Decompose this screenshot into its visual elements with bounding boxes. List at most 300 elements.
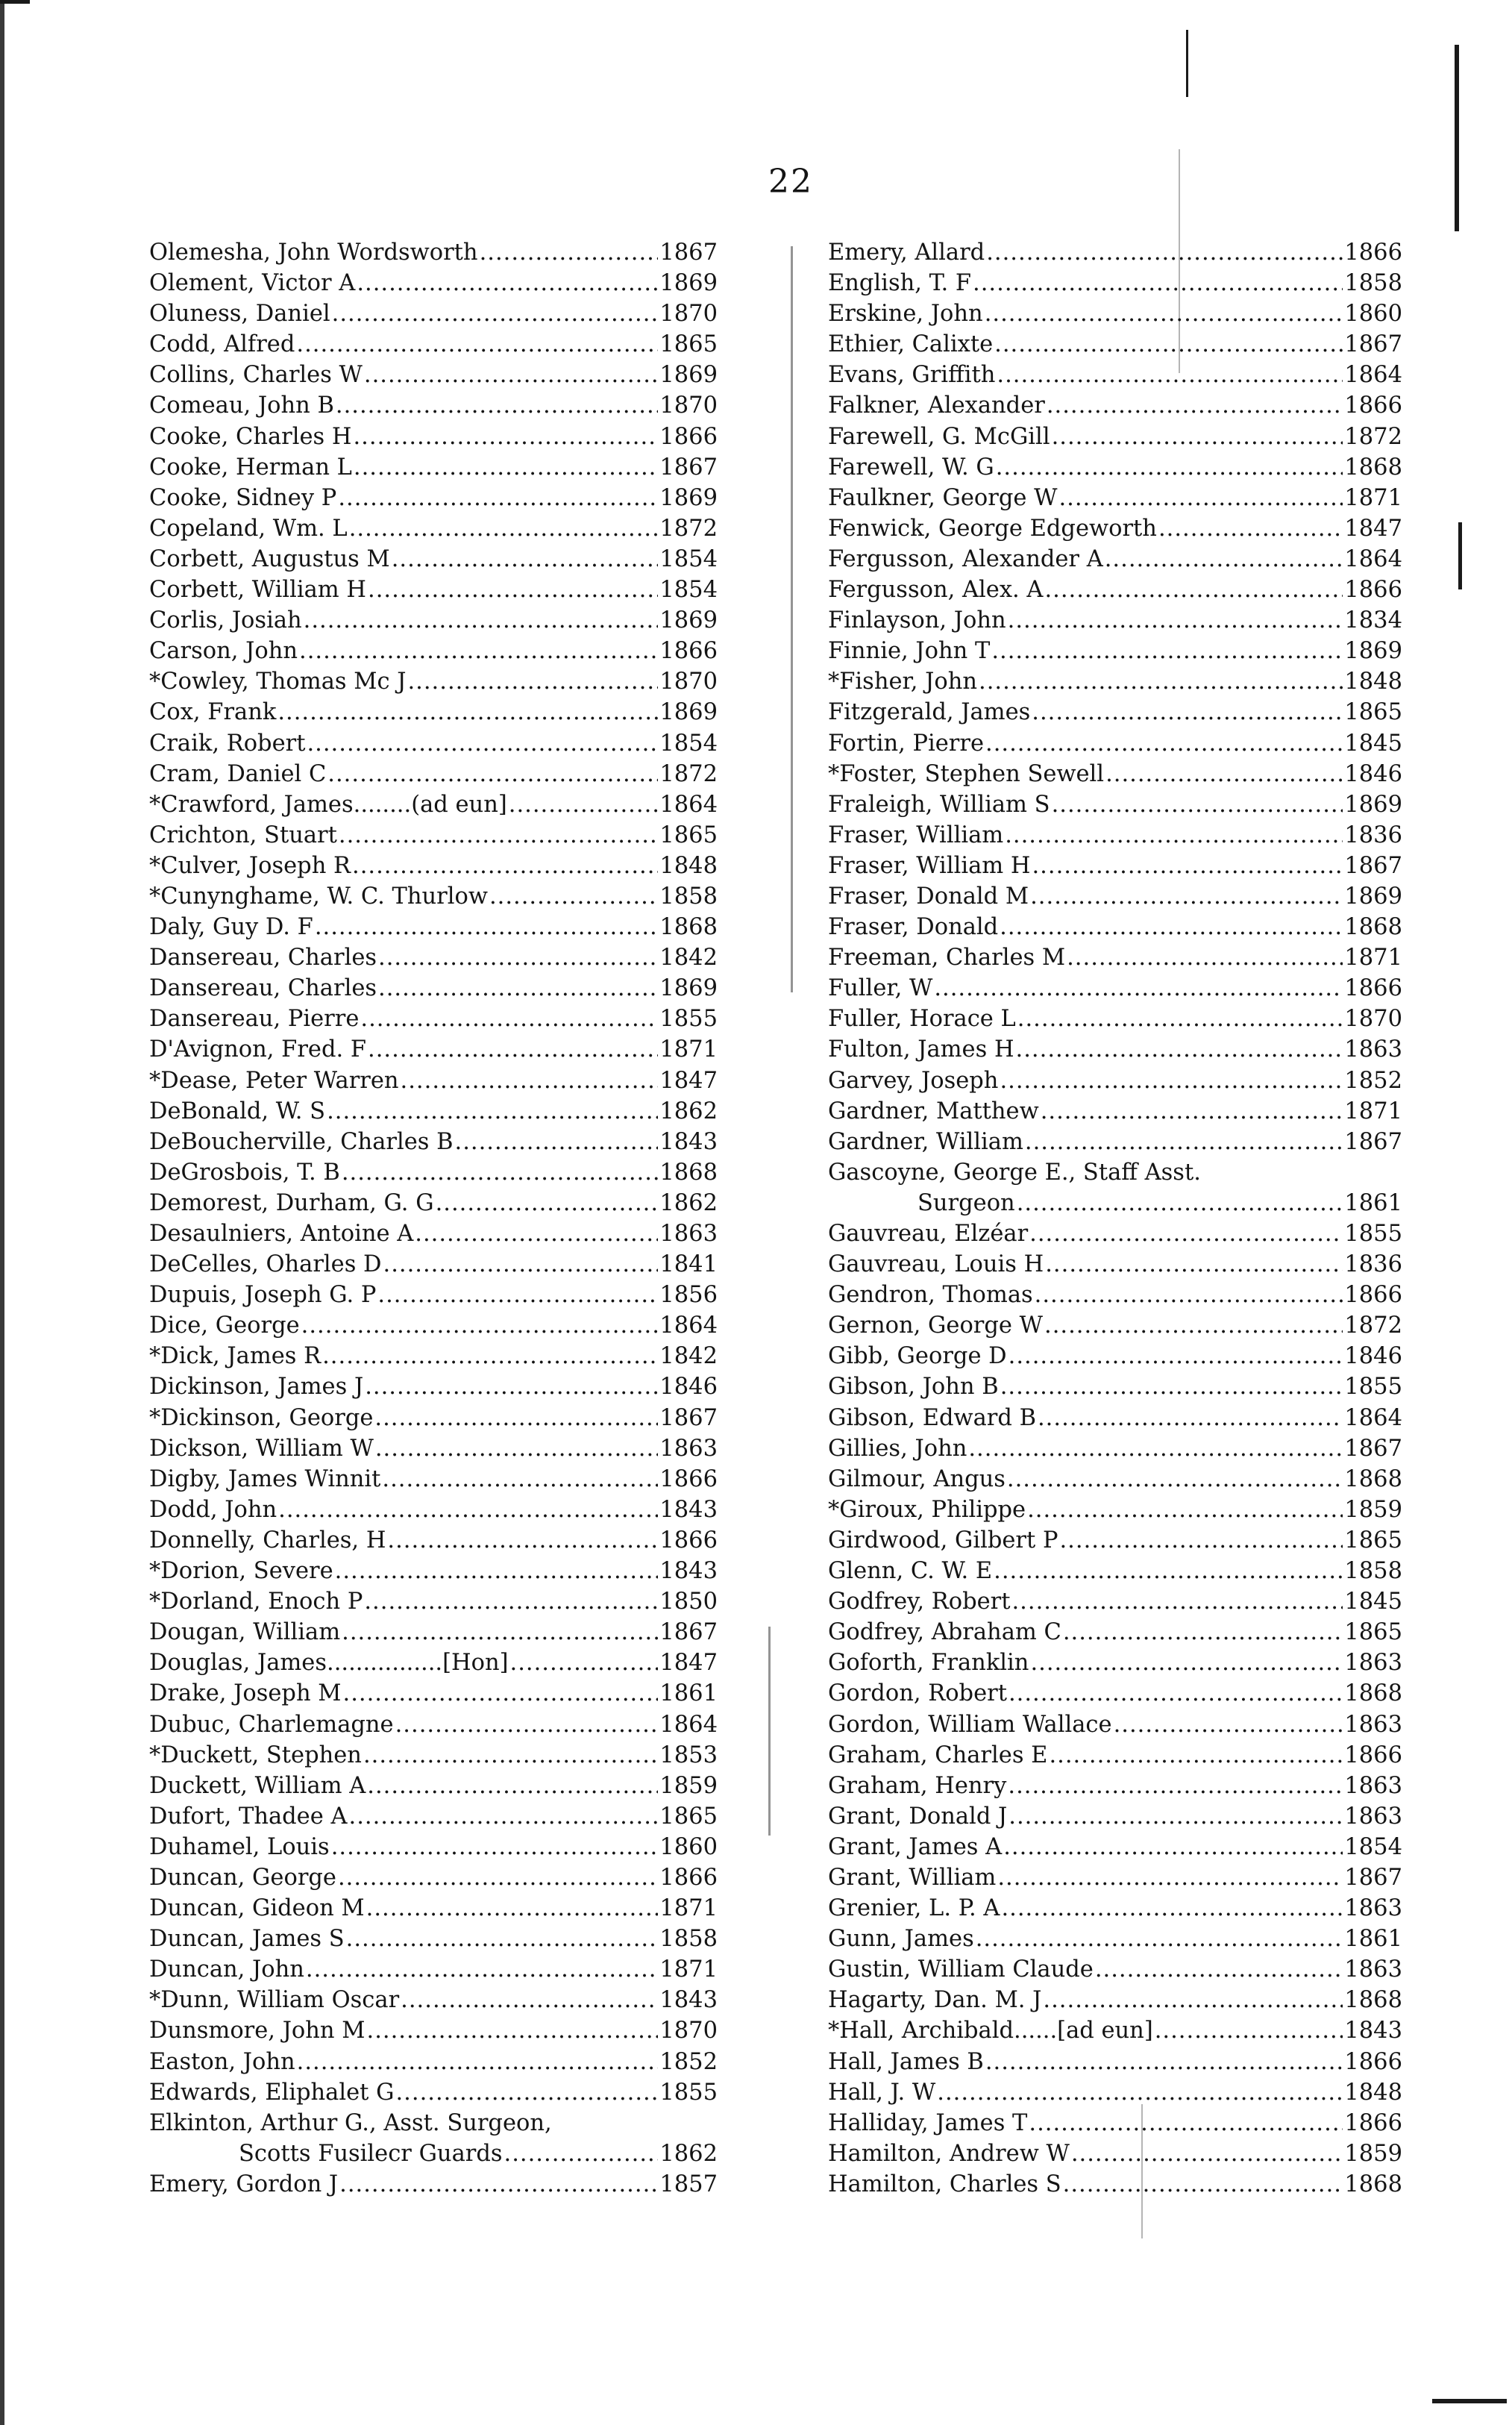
directory-entry — [149, 2169, 718, 2200]
entry-year: 1846 — [1344, 760, 1402, 787]
entry-name: Gascoyne, George E., Staff Asst. — [828, 1159, 1201, 1186]
scan-mark-bottom — [1432, 2399, 1507, 2403]
entry-name: Dickinson, James J — [149, 1374, 364, 1401]
entry-name: Godfrey, Abraham C — [828, 1619, 1061, 1646]
dot-leader — [1049, 1740, 1343, 1771]
entry-name: Hagarty, Dan. M. J — [828, 1987, 1042, 2014]
entry-name: Donnelly, Charles, H — [149, 1527, 386, 1553]
entry-year: 1854 — [659, 730, 718, 757]
directory-entry — [149, 1771, 718, 1801]
entry-name: D'Avignon, Fred. F — [149, 1036, 367, 1063]
dot-leader — [307, 728, 658, 759]
entry-name: Fortin, Pierre — [828, 730, 985, 757]
dot-leader — [1030, 881, 1343, 912]
entry-year: 1848 — [1344, 669, 1402, 695]
entry-year: 1867 — [1344, 1128, 1402, 1155]
entry-year: 1855 — [659, 2079, 718, 2106]
entry-name: *Dickinson, George — [149, 1404, 374, 1431]
directory-entry — [149, 2047, 718, 2077]
directory-entry — [828, 759, 1402, 789]
dot-leader — [365, 1371, 658, 1402]
directory-entry — [828, 268, 1402, 298]
entry-year: 1861 — [659, 1680, 718, 1707]
entry-name: Girdwood, Gilbert P — [828, 1527, 1058, 1553]
entry-year: 1848 — [659, 852, 718, 879]
entry-name: Dodd, John — [149, 1496, 277, 1523]
entry-year: 1866 — [1344, 240, 1402, 266]
directory-entry — [149, 820, 718, 851]
entry-year: 1869 — [659, 607, 718, 634]
directory-entry — [828, 912, 1402, 942]
entry-year: 1866 — [659, 1864, 718, 1891]
dot-leader — [1005, 820, 1343, 851]
dot-leader — [1011, 1586, 1343, 1617]
entry-year: 1856 — [659, 1282, 718, 1309]
entry-name: Finlayson, John — [828, 607, 1006, 634]
entry-name: Cooke, Herman L — [149, 454, 352, 481]
directory-entry — [828, 544, 1402, 575]
dot-leader — [1095, 1954, 1343, 1985]
dot-leader — [1032, 697, 1343, 728]
dot-leader — [368, 575, 658, 605]
dot-leader — [1038, 1403, 1343, 1433]
entry-year: 1861 — [1344, 1926, 1402, 1953]
entry-name: Daly, Guy D. F — [149, 914, 313, 941]
entry-name: *Cowley, Thomas Mc J — [149, 669, 407, 695]
entry-name: Oluness, Daniel — [149, 301, 330, 328]
directory-entry — [149, 268, 718, 298]
entry-year: 1868 — [659, 1159, 718, 1186]
directory-entry — [828, 1495, 1402, 1525]
directory-entry — [149, 298, 718, 329]
directory-entry — [828, 390, 1402, 421]
entry-name: Edwards, Eliphalet G — [149, 2079, 395, 2106]
dot-leader — [509, 789, 659, 820]
directory-entry — [828, 1709, 1402, 1740]
entry-name: Fuller, W — [828, 975, 933, 1002]
entry-year: 1855 — [1344, 1221, 1402, 1247]
dot-leader — [968, 1433, 1343, 1464]
entry-name: Gordon, William Wallace — [828, 1711, 1112, 1738]
entry-year: 1861 — [1344, 1189, 1402, 1216]
dot-leader — [346, 1924, 659, 1954]
entry-name: *Crawford, James........(ad eun] — [149, 791, 507, 818]
entry-name: Fergusson, Alex. A — [828, 577, 1044, 604]
directory-entry — [828, 1801, 1402, 1832]
directory-entry — [149, 881, 718, 912]
entry-year: 1843 — [659, 1987, 718, 2014]
directory-entry — [149, 1893, 718, 1924]
directory-entry — [828, 1525, 1402, 1556]
directory-entry — [828, 422, 1402, 452]
entry-name: Graham, Charles E — [828, 1742, 1048, 1768]
directory-entry — [149, 1954, 718, 1985]
entry-year: 1863 — [1344, 1036, 1402, 1063]
directory-entry — [149, 1586, 718, 1617]
entry-year: 1858 — [659, 883, 718, 910]
entry-name: *Cunynghame, W. C. Thurlow — [149, 883, 488, 910]
dot-leader — [1029, 2108, 1343, 2138]
entry-name: Dunsmore, John M — [149, 2018, 366, 2044]
entry-year: 1872 — [659, 760, 718, 787]
entry-year: 1869 — [659, 270, 718, 297]
directory-entry — [149, 1249, 718, 1280]
directory-entry — [149, 513, 718, 544]
entry-name: Corbett, William H — [149, 577, 366, 604]
directory-entry — [828, 697, 1402, 728]
directory-entry — [828, 1310, 1402, 1341]
dot-leader — [332, 298, 659, 329]
entry-name: Craik, Robert — [149, 730, 306, 757]
dot-leader — [378, 973, 658, 1004]
entry-name: Dice, George — [149, 1312, 300, 1339]
entry-name: Fraser, Donald M — [828, 883, 1029, 910]
directory-entry — [828, 1740, 1402, 1771]
directory-entry — [828, 1648, 1402, 1678]
entry-year: 1871 — [659, 1956, 718, 1983]
directory-entry — [149, 2138, 718, 2169]
entry-name: Gillies, John — [828, 1435, 967, 1462]
entry-year: 1868 — [1344, 1987, 1402, 2014]
entry-name: Finnie, John T — [828, 638, 991, 665]
entry-name: Dansereau, Pierre — [149, 1006, 360, 1033]
entry-year: 1868 — [1344, 1680, 1402, 1707]
dot-leader — [996, 452, 1343, 483]
entry-name: Gordon, Robert — [828, 1680, 1007, 1707]
directory-entry — [828, 452, 1402, 483]
dot-leader — [339, 820, 659, 851]
directory-entry — [149, 1034, 718, 1065]
dot-leader — [366, 1893, 659, 1924]
directory-entry — [149, 1832, 718, 1862]
entry-year: 1868 — [1344, 454, 1402, 481]
directory-entry — [149, 605, 718, 636]
entry-name: Grant, Donald J — [828, 1803, 1008, 1830]
scan-mark-right-lower — [1458, 522, 1462, 589]
directory-entry — [149, 1648, 718, 1678]
entry-year: 1867 — [1344, 331, 1402, 358]
entry-year: 1859 — [1344, 1496, 1402, 1523]
dot-leader — [1063, 1617, 1343, 1648]
entry-name: *Dorland, Enoch P — [149, 1589, 363, 1615]
entry-year: 1867 — [659, 1619, 718, 1646]
entry-name: *Hall, Archibald......[ad eun] — [828, 2018, 1153, 2044]
entry-name: Corbett, Augustus M — [149, 545, 390, 572]
entry-year: 1869 — [659, 975, 718, 1002]
entry-year: 1850 — [659, 1589, 718, 1615]
entry-name: Emery, Allard — [828, 240, 985, 266]
dot-leader — [1008, 1801, 1343, 1832]
dot-leader — [976, 1924, 1343, 1954]
entry-name: Hall, James B — [828, 2048, 984, 2075]
entry-year: 1867 — [659, 454, 718, 481]
directory-entry — [828, 1464, 1402, 1495]
dot-leader — [342, 1617, 658, 1648]
directory-entry — [149, 728, 718, 759]
entry-year: 1867 — [659, 1404, 718, 1431]
dot-leader — [1114, 1709, 1343, 1740]
directory-entry — [828, 1371, 1402, 1402]
dot-leader — [322, 1341, 658, 1371]
entry-name: *Duckett, Stephen — [149, 1742, 362, 1768]
entry-year: 1869 — [659, 362, 718, 389]
entry-year: 1865 — [659, 822, 718, 848]
dot-leader — [1007, 1464, 1343, 1495]
entry-year: 1872 — [1344, 1312, 1402, 1339]
directory-entry — [828, 2138, 1402, 2169]
dot-leader — [985, 728, 1343, 759]
right-column-list — [828, 237, 1402, 2200]
entry-name: Goforth, Franklin — [828, 1650, 1029, 1677]
directory-entry — [149, 1740, 718, 1771]
entry-name: DeGrosbois, T. B — [149, 1159, 340, 1186]
dot-leader — [1052, 422, 1343, 452]
directory-entry — [149, 1127, 718, 1157]
entry-year: 1862 — [659, 2140, 718, 2167]
directory-entry — [149, 912, 718, 942]
dot-leader — [1035, 1280, 1343, 1310]
directory-entry — [149, 1310, 718, 1341]
entry-year: 1864 — [1344, 545, 1402, 572]
directory-entry — [828, 1832, 1402, 1862]
dot-leader — [1158, 513, 1343, 544]
dot-leader — [1067, 942, 1343, 973]
entry-name: Cooke, Sidney P — [149, 484, 337, 511]
entry-name: Duncan, James S — [149, 1926, 345, 1953]
directory-entry — [828, 728, 1402, 759]
entry-year: 1836 — [1344, 822, 1402, 848]
entry-name: Copeland, Wm. L — [149, 515, 348, 542]
entry-name: Hall, J. W — [828, 2079, 936, 2106]
dot-leader — [1030, 1648, 1343, 1678]
entry-year: 1867 — [1344, 1435, 1402, 1462]
dot-leader — [296, 329, 658, 360]
dot-leader — [401, 1066, 659, 1096]
entry-year: 1864 — [659, 1711, 718, 1738]
entry-name: Fulton, James H — [828, 1036, 1014, 1063]
entry-name: Freeman, Charles M — [828, 945, 1066, 971]
dot-leader — [331, 1832, 659, 1862]
entry-name: Duncan, John — [149, 1956, 304, 1983]
dot-leader — [306, 1954, 658, 1985]
entry-year: 1868 — [1344, 914, 1402, 941]
directory-entry — [149, 1433, 718, 1464]
entry-year: 1867 — [1344, 852, 1402, 879]
entry-year: 1855 — [1344, 1374, 1402, 1401]
dot-leader — [489, 881, 658, 912]
dot-leader — [1008, 1678, 1343, 1709]
entry-name: Hamilton, Andrew W — [828, 2140, 1070, 2167]
entry-name: Gendron, Thomas — [828, 1282, 1033, 1309]
dot-leader — [1008, 1341, 1343, 1371]
entry-year: 1855 — [659, 1006, 718, 1033]
dot-leader — [315, 912, 659, 942]
directory-entry — [828, 636, 1402, 666]
entry-name: Faulkner, George W — [828, 484, 1058, 511]
directory-entry — [828, 1066, 1402, 1096]
directory-entry — [149, 1801, 718, 1832]
entry-year: 1854 — [659, 577, 718, 604]
entry-name: English, T. F — [828, 270, 972, 297]
directory-entry — [149, 1985, 718, 2015]
entry-name: Surgeon — [917, 1189, 1015, 1216]
dot-leader — [387, 1525, 658, 1556]
entry-year: 1866 — [659, 423, 718, 450]
entry-name: *Foster, Stephen Sewell — [828, 760, 1105, 787]
dot-leader — [1044, 1310, 1343, 1341]
entry-year: 1871 — [659, 1036, 718, 1063]
directory-entry — [828, 1954, 1402, 1985]
entry-year: 1870 — [659, 669, 718, 695]
directory-entry — [828, 1218, 1402, 1249]
entry-name: Desaulniers, Antoine A — [149, 1221, 414, 1247]
entry-year: 1863 — [1344, 1772, 1402, 1799]
dot-leader — [1001, 1893, 1343, 1924]
entry-name: Grenier, L. P. A — [828, 1895, 1000, 1922]
dot-leader — [1105, 544, 1343, 575]
directory-entry — [828, 1096, 1402, 1127]
directory-entry — [828, 237, 1402, 268]
dot-leader — [407, 666, 658, 697]
entry-year: 1859 — [659, 1772, 718, 1799]
entry-name: Emery, Gordon J — [149, 2171, 339, 2197]
entry-name: Scotts Fusilecr Guards — [239, 2140, 503, 2167]
entry-name: Duncan, Gideon M — [149, 1895, 365, 1922]
dot-leader — [480, 237, 659, 268]
dot-leader — [1041, 1096, 1343, 1127]
entry-year: 1846 — [1344, 1343, 1402, 1370]
entry-name: Grant, William — [828, 1864, 997, 1891]
directory-entry — [149, 329, 718, 360]
entry-year: 1866 — [1344, 2109, 1402, 2136]
entry-name: Dougan, William — [149, 1619, 341, 1646]
entry-year: 1868 — [1344, 2171, 1402, 2197]
directory-entry — [149, 360, 718, 390]
entry-name: Fenwick, George Edgeworth — [828, 515, 1157, 542]
entry-name: Cram, Daniel C — [149, 760, 327, 787]
entry-year: 1868 — [1344, 1465, 1402, 1492]
dot-leader — [1052, 789, 1343, 820]
entry-year: 1866 — [1344, 392, 1402, 419]
entry-name: Farewell, G. McGill — [828, 423, 1050, 450]
entry-name: Cox, Frank — [149, 699, 277, 726]
directory-entry — [828, 1617, 1402, 1648]
entry-name: Corlis, Josiah — [149, 607, 302, 634]
entry-name: DeBoucherville, Charles B — [149, 1128, 454, 1155]
entry-year: 1836 — [1344, 1251, 1402, 1278]
dot-leader — [335, 1556, 659, 1586]
directory-entry — [149, 697, 718, 728]
dot-leader — [363, 1740, 658, 1771]
dot-leader — [1155, 2015, 1343, 2046]
entry-year: 1866 — [1344, 1742, 1402, 1768]
dot-leader — [455, 1127, 659, 1157]
entry-name: Ethier, Calixte — [828, 331, 994, 358]
dot-leader — [985, 298, 1343, 329]
dot-leader — [979, 666, 1343, 697]
directory-entry — [149, 1678, 718, 1709]
left-column-list — [149, 237, 718, 2200]
entry-year: 1843 — [659, 1496, 718, 1523]
dot-leader — [342, 1157, 659, 1188]
entry-name: Garvey, Joseph — [828, 1067, 999, 1094]
entry-name: Carson, John — [149, 638, 298, 665]
entry-name: Fraleigh, William S — [828, 791, 1050, 818]
entry-year: 1872 — [659, 515, 718, 542]
entry-year: 1841 — [659, 1251, 718, 1278]
dot-leader — [377, 1280, 658, 1310]
entry-year: 1862 — [659, 1098, 718, 1124]
directory-entry — [828, 1403, 1402, 1433]
entry-name: Comeau, John B — [149, 392, 334, 419]
dot-leader — [934, 973, 1343, 1004]
entry-year: 1862 — [659, 1189, 718, 1216]
directory-entry — [149, 1188, 718, 1218]
directory-entry — [149, 1218, 718, 1249]
dot-leader — [364, 360, 658, 390]
directory-entry — [828, 1678, 1402, 1709]
dot-leader — [1000, 1066, 1343, 1096]
dot-leader — [349, 513, 659, 544]
entry-name: Gauvreau, Elzéar — [828, 1221, 1029, 1247]
entry-name: Dubuc, Charlemagne — [149, 1711, 394, 1738]
dot-leader — [1047, 390, 1343, 421]
dot-leader — [375, 1433, 659, 1464]
scan-mark-top — [1186, 30, 1188, 97]
dot-leader — [339, 2169, 658, 2200]
dot-leader — [985, 2047, 1343, 2077]
directory-entry — [149, 666, 718, 697]
entry-name: Halliday, James T — [828, 2109, 1028, 2136]
dot-leader — [1000, 1371, 1343, 1402]
entry-name: Duncan, George — [149, 1864, 336, 1891]
dot-leader — [504, 2138, 659, 2169]
entry-name: Gibson, John B — [828, 1374, 999, 1401]
directory-entry — [828, 1341, 1402, 1371]
entry-year: 1865 — [659, 331, 718, 358]
entry-year: 1858 — [659, 1926, 718, 1953]
entry-name: Dufort, Thadee A — [149, 1803, 348, 1830]
entry-year: 1866 — [659, 1465, 718, 1492]
entry-name: Erskine, John — [828, 301, 983, 328]
dot-leader — [327, 1096, 658, 1127]
entry-year: 1847 — [1344, 515, 1402, 542]
directory-entry — [149, 2108, 718, 2138]
entry-year: 1863 — [1344, 1711, 1402, 1738]
dot-leader — [304, 605, 659, 636]
page-number: 22 — [768, 163, 813, 201]
dot-leader — [297, 2047, 659, 2077]
entry-name: Collins, Charles W — [149, 362, 363, 389]
dot-leader — [1063, 2169, 1343, 2200]
entry-year: 1858 — [1344, 270, 1402, 297]
entry-year: 1867 — [1344, 1864, 1402, 1891]
directory-entry — [149, 1096, 718, 1127]
directory-entry — [828, 1004, 1402, 1034]
dot-leader — [1025, 1127, 1343, 1157]
entry-year: 1843 — [1344, 2018, 1402, 2044]
directory-entry — [828, 2108, 1402, 2138]
dot-leader — [278, 1495, 658, 1525]
entry-year: 1864 — [1344, 362, 1402, 389]
entry-year: 1870 — [659, 392, 718, 419]
dot-leader — [1032, 851, 1343, 881]
entry-year: 1865 — [1344, 1527, 1402, 1553]
entry-name: Dupuis, Joseph G. P — [149, 1282, 377, 1309]
directory-entry — [149, 1280, 718, 1310]
dot-leader — [360, 1004, 658, 1034]
dot-leader — [357, 268, 658, 298]
